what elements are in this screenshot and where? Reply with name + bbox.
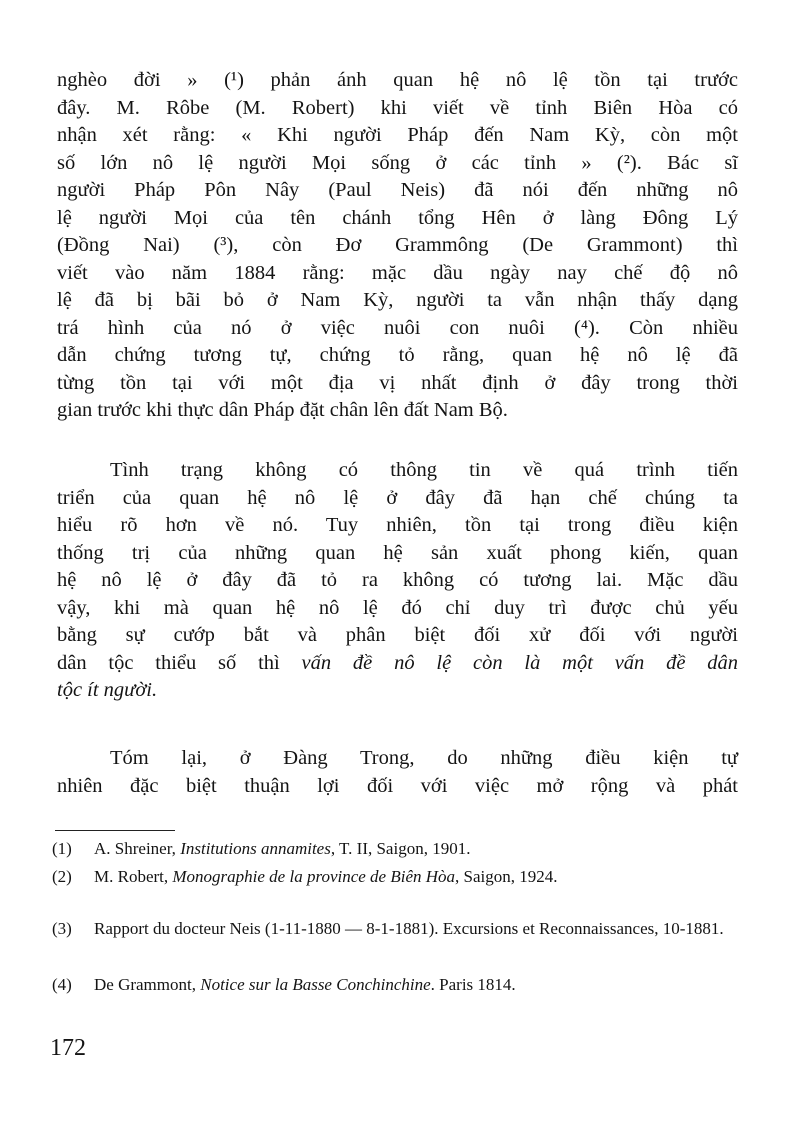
text-segment: bằng sự cướp bắt và phân biệt đối xử đối với người	[57, 624, 738, 646]
text-segment: dân tộc thiểu số thì	[57, 651, 302, 674]
italic-title: Monographie de la province de Biên Hòa	[172, 867, 456, 886]
page-number: 172	[50, 1035, 86, 1061]
footnote-number: (3)	[52, 919, 72, 938]
text-segment: từng tồn tại với một địa vị nhất định ở đây trong thời	[57, 371, 738, 394]
text-line	[57, 541, 738, 565]
text-line	[57, 398, 738, 422]
text-segment: viết vào năm 1884 rằng: mặc dầu ngày nay chế độ nô	[57, 261, 738, 284]
text-line	[57, 316, 738, 340]
text-segment: vậy, khi mà quan hệ nô lệ đó chỉ duy trì được chủ yếu	[57, 596, 738, 619]
text-line	[57, 568, 738, 592]
text-segment: hệ nô lệ ở đây đã tỏ ra không có tương lai. Mặc dầu	[57, 569, 738, 591]
text-segment: De Grammont,	[94, 975, 201, 994]
text-line	[57, 623, 738, 647]
text-line	[57, 261, 738, 285]
text-segment: Rapport du docteur Neis (1-11-1880 — 8-1-1881). Excursions et Reconnaissances, 10-1881.	[94, 919, 724, 938]
text-line	[57, 288, 738, 312]
text-segment: đây. M. Rôbe (M. Robert) khi viết về tỉnh Biên Hòa có	[57, 96, 738, 119]
text-segment: người Pháp Pôn Nây (Paul Neis) đã nói đến những nô	[57, 179, 738, 201]
italic-title: Institutions annamites	[180, 839, 331, 858]
text-segment: lệ đã bị bãi bỏ ở Nam Kỳ, người ta vẫn nhận thấy dạng	[57, 289, 738, 311]
footnote-number: (1)	[52, 839, 72, 858]
text-segment: , Saigon, 1924.	[455, 867, 558, 886]
text-segment: trá hình của nó ở việc nuôi con nuôi (⁴). Còn nhiều	[57, 316, 738, 339]
text-segment: (Đồng Nai) (³), còn Đơ Grammông (De Grammont) thì	[57, 234, 738, 256]
text-line	[110, 746, 738, 770]
text-line	[57, 774, 738, 798]
italic-text: vấn đề nô lệ còn là một vấn đề dân	[301, 651, 738, 674]
text-line	[57, 651, 738, 675]
text-line	[110, 458, 738, 482]
footnote-divider	[55, 830, 175, 831]
text-line	[57, 68, 738, 92]
footnote-text	[94, 866, 742, 888]
footnote-text	[94, 838, 742, 860]
footnote-number: (2)	[52, 867, 72, 886]
text-line	[57, 123, 738, 147]
text-line	[57, 206, 738, 230]
text-line	[57, 486, 738, 510]
footnote-text	[94, 918, 742, 940]
text-segment: thống trị của những quan hệ sản xuất phong kiến, quan	[57, 541, 738, 564]
text-segment: lệ người Mọi của tên chánh tổng Hên ở làng Đông Lý	[57, 206, 738, 229]
footnote-text	[94, 974, 742, 996]
text-segment: triển của quan hệ nô lệ ở đây đã hạn chế chúng ta	[57, 486, 738, 509]
footnote-number: (4)	[52, 975, 72, 994]
text-line	[57, 96, 738, 120]
text-line	[57, 513, 738, 537]
text-segment: nghèo đời » (¹) phản ánh quan hệ nô lệ tồn tại trước	[57, 69, 738, 91]
text-segment: nhận xét rằng: « Khi người Pháp đến Nam Kỳ, còn một	[57, 124, 738, 146]
text-segment: nhiên đặc biệt thuận lợi đối với việc mở rộng và phát	[57, 774, 738, 797]
text-segment: . Paris 1814.	[430, 975, 516, 994]
text-segment: , T. II, Saigon, 1901.	[330, 839, 471, 858]
text-line	[57, 233, 738, 257]
text-line	[57, 151, 738, 175]
text-segment: A. Shreiner,	[94, 839, 181, 858]
text-segment: số lớn nô lệ người Mọi sống ở các tỉnh » (²). Bác sĩ	[57, 151, 738, 174]
text-line	[57, 596, 738, 620]
text-line	[57, 371, 738, 395]
text-line	[57, 678, 738, 702]
text-segment: dẫn chứng tương tự, chứng tỏ rằng, quan hệ nô lệ đã	[57, 344, 738, 366]
text-segment: M. Robert,	[94, 867, 173, 886]
text-segment: Tình trạng không có thông tin về quá trình tiến	[110, 459, 738, 481]
text-line	[57, 178, 738, 202]
italic-title: Notice sur la Basse Conchinchine	[200, 975, 431, 994]
text-segment: hiểu rõ hơn về nó. Tuy nhiên, tồn tại trong điều kiện	[57, 514, 738, 536]
text-segment: gian trước khi thực dân Pháp đặt chân lên đất Nam Bộ.	[57, 399, 508, 421]
text-line	[57, 343, 738, 367]
text-segment: Tóm lại, ở Đàng Trong, do những điều kiện tự	[110, 747, 738, 769]
italic-text: tộc ít người.	[57, 679, 158, 701]
